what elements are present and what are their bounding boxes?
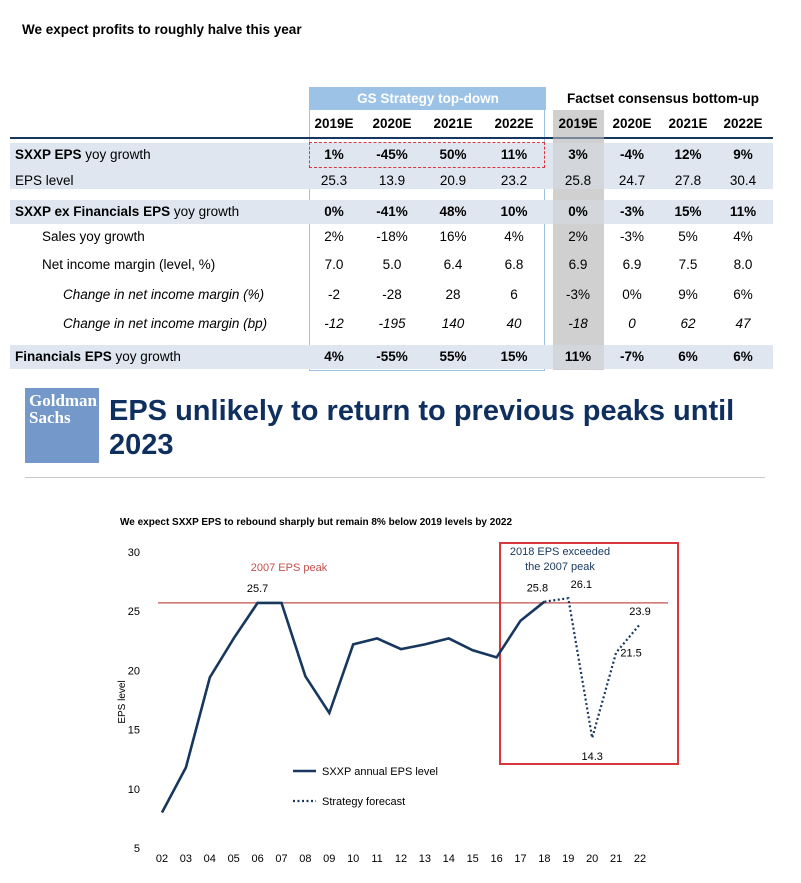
x-tick-label: 20 [586, 853, 599, 865]
gs-cell: 5.0 [382, 257, 402, 272]
fs-cell: 62 [680, 316, 696, 331]
gs-year-1: 2020E [372, 116, 412, 131]
factset-group-header: Factset consensus bottom-up [566, 91, 760, 106]
fs-year-2: 2021E [668, 116, 708, 131]
x-tick-label: 10 [347, 853, 360, 865]
logo-line-1: Goldman [29, 391, 98, 410]
fs-cell: 12% [674, 147, 702, 162]
x-tick-label: 06 [251, 853, 264, 865]
x-tick-label: 15 [466, 853, 479, 865]
gs-cell: -45% [376, 147, 408, 162]
row-label-bold: SXXP ex Financials EPS [15, 204, 171, 219]
row-label [63, 284, 264, 306]
gs-cell: 1% [324, 147, 344, 162]
fs-cell: -4% [619, 147, 644, 162]
gs-cell: -41% [376, 204, 408, 219]
fs-cell: 6.9 [622, 257, 642, 272]
y-tick-label: 25 [127, 606, 140, 619]
fs-cell: 9% [733, 147, 753, 162]
x-tick-label: 16 [490, 853, 503, 865]
row-label-text: yoy growth [81, 147, 151, 162]
fs-cell: 0% [568, 204, 588, 219]
x-tick-label: 13 [418, 853, 432, 865]
x-tick-label: 18 [538, 853, 551, 865]
row-label [42, 226, 145, 248]
row-label [15, 201, 239, 223]
y-tick-label: 15 [127, 724, 140, 737]
fs-cell: 0% [622, 287, 642, 302]
row-label [15, 170, 74, 192]
fs-cell: 30.4 [729, 173, 757, 188]
gs-cell: 23.2 [500, 173, 528, 188]
x-tick-label: 22 [633, 853, 647, 865]
fs-cell: 25.8 [564, 173, 592, 188]
fs-cell: -3% [565, 287, 590, 302]
gs-cell: 48% [439, 204, 467, 219]
fs-cell: 47 [735, 316, 751, 331]
x-tick-label: 21 [609, 853, 623, 865]
gs-cell: 2% [324, 229, 344, 244]
x-tick-label: 12 [394, 853, 408, 865]
fs-cell: 6% [733, 349, 753, 364]
goldman-sachs-logo [25, 388, 99, 463]
row-label-bold: SXXP EPS [15, 147, 82, 162]
x-tick-label: 05 [227, 853, 240, 865]
fs-cell: -3% [619, 229, 644, 244]
gs-cell: 6.4 [443, 257, 463, 272]
highlight-box-2018 [500, 543, 678, 764]
annotation-line-1: 2018 EPS exceeded [509, 546, 611, 558]
row-label [63, 313, 267, 335]
row-label-text: Sales yoy growth [42, 229, 145, 244]
gs-cell: 4% [324, 349, 344, 364]
row-label [42, 254, 215, 276]
chart-subtitle: We expect SXXP EPS to rebound sharply but remain 8% below 2019 levels by 2022 [120, 517, 513, 528]
data-label: 26.1 [570, 579, 593, 592]
data-label: 21.5 [620, 647, 642, 660]
gs-cell: 16% [439, 229, 467, 244]
gs-cell: 6 [510, 287, 518, 302]
gs-cell: 50% [439, 147, 467, 162]
gs-year-2: 2021E [433, 116, 473, 131]
fs-year-0: 2019E [558, 116, 598, 131]
gs-cell: 13.9 [378, 173, 406, 188]
fs-cell: 15% [674, 204, 702, 219]
divider [25, 477, 765, 478]
y-tick-label: 30 [127, 547, 140, 559]
fs-cell: 2% [568, 229, 588, 244]
gs-cell: -18% [376, 229, 408, 244]
gs-cell: 4% [504, 229, 524, 244]
gs-cell: 140 [441, 316, 465, 331]
row-label-text: yoy growth [111, 349, 181, 364]
fs-cell: -18 [568, 316, 588, 331]
fs-cell: -3% [619, 204, 644, 219]
row-label [15, 346, 181, 368]
fs-cell: 11% [564, 349, 592, 364]
fs-cell: 9% [678, 287, 698, 302]
gs-cell: -12 [324, 316, 344, 331]
data-label: 25.8 [526, 582, 549, 595]
row-label-bold: Financials EPS [15, 349, 112, 364]
gs-cell: 0% [324, 204, 344, 219]
x-tick-label: 17 [514, 853, 527, 865]
row-label-text: EPS level [15, 173, 74, 188]
fs-cell: 6.9 [568, 257, 588, 272]
annotation-line-2: the 2007 peak [525, 561, 595, 573]
fs-cell: 6% [733, 287, 753, 302]
x-tick-label: 07 [275, 853, 288, 865]
fs-year-1: 2020E [612, 116, 652, 131]
gs-cell: 15% [500, 349, 528, 364]
fs-cell: 8.0 [733, 257, 753, 272]
data-label: 25.7 [246, 582, 269, 595]
fs-year-3: 2022E [723, 116, 763, 131]
gs-year-0: 2019E [314, 116, 354, 131]
eps-actual-line [162, 602, 544, 813]
row-label [15, 144, 151, 166]
headline: EPS unlikely to return to previous peaks until 2023 [109, 395, 735, 461]
y-tick-label: 20 [127, 665, 140, 678]
gs-group-header: GS Strategy top-down [357, 91, 499, 106]
x-tick-label: 11 [371, 853, 383, 865]
gs-cell: 20.9 [439, 173, 467, 188]
x-tick-label: 08 [299, 853, 312, 865]
gs-cell: 40 [506, 316, 522, 331]
fs-cell: 6% [678, 349, 698, 364]
fs-cell: 24.7 [618, 173, 646, 188]
gs-cell: -55% [376, 349, 408, 364]
gs-cell: 6.8 [504, 257, 524, 272]
gs-year-3: 2022E [494, 116, 534, 131]
row-label-text: yoy growth [170, 204, 240, 219]
legend-label-actual: SXXP annual EPS level [322, 766, 438, 778]
x-tick-label: 04 [203, 853, 216, 865]
y-axis-label: EPS level [117, 680, 128, 724]
x-tick-label: 03 [179, 853, 193, 865]
gs-cell: 10% [500, 204, 528, 219]
data-label: 23.9 [629, 606, 651, 619]
x-tick-label: 14 [442, 853, 455, 865]
row-label-text: Change in net income margin (%) [63, 287, 265, 302]
gs-cell: 28 [445, 287, 461, 302]
header-rule [10, 137, 773, 139]
fs-cell: 0 [628, 316, 636, 331]
gs-cell: 11% [500, 147, 528, 162]
row-label-text: Net income margin (level, %) [42, 257, 216, 272]
fs-cell: 4% [733, 229, 753, 244]
gs-cell: 7.0 [324, 257, 344, 272]
y-tick-label: 5 [133, 843, 140, 855]
data-label: 14.3 [581, 750, 603, 763]
fs-cell: 5% [678, 229, 698, 244]
gs-cell: -28 [382, 287, 402, 302]
eps-table [0, 0, 801, 380]
x-tick-label: 09 [323, 853, 336, 865]
peak-line-label: 2007 EPS peak [250, 562, 328, 574]
gs-cell: 25.3 [320, 173, 348, 188]
logo-line-2: Sachs [29, 408, 71, 427]
fs-cell: -7% [619, 349, 644, 364]
fs-cell: 3% [568, 147, 588, 162]
x-tick-label: 02 [155, 853, 169, 865]
fs-cell: 7.5 [678, 257, 698, 272]
gs-cell: -195 [378, 316, 406, 331]
x-tick-label: 19 [562, 853, 575, 865]
y-tick-label: 10 [127, 783, 140, 796]
eps-line-chart [0, 530, 801, 883]
gs-cell: -2 [327, 287, 340, 302]
fs-cell: 27.8 [674, 173, 702, 188]
row-label-text: Change in net income margin (bp) [63, 316, 268, 331]
top-title: We expect profits to roughly halve this year [22, 22, 302, 37]
legend-label-forecast: Strategy forecast [322, 796, 406, 808]
gs-cell: 55% [439, 349, 467, 364]
forecast-line [544, 598, 640, 738]
fs-cell: 11% [729, 204, 757, 219]
